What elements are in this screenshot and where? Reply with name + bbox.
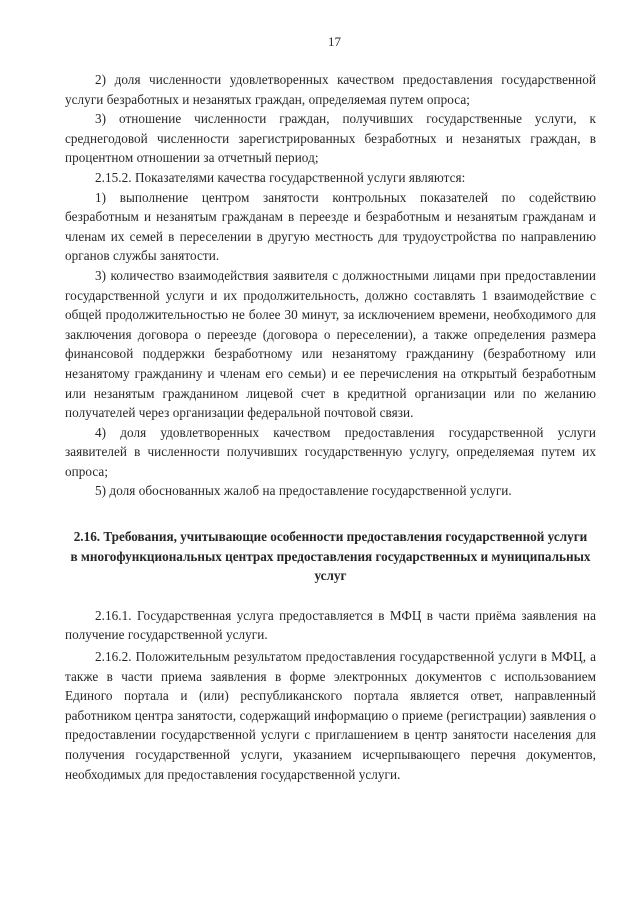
paragraph-indicator-3: 3) количество взаимодействия заявителя с должностными лицами при предоставлении государственной услуги и их продолжительность, должно составлять 1 взаимодействие с общей продолжительностью не более 30 минут, за исключением времени, необходимого для заключения договора о переезде (договора о переселении), а также определения размера финансовой поддержки безработному или незанятому гражданину (безработному или незанятому гражданину и членам его семьи) и ее перечисления на открытый безработным или незанятым гражданином лицевой счет в кредитной организации или по желанию получателей через организации федеральной почтовой связи. bbox=[65, 267, 596, 421]
paragraph-indicator-1: 1) выполнение центром занятости контрольных показателей по содействию безработным и незанятым гражданам в переезде и безработным и незанятым гражданам и членам их семей в переселении в другую местность для трудоустройства по направлению органов службы занятости. bbox=[65, 189, 596, 264]
paragraph-indicator-5: 5) доля обоснованных жалоб на предоставление государственной услуги. bbox=[95, 483, 512, 499]
section-heading-2-16: 2.16. Требования, учитывающие особенности предоставления государственной услуги в многофункциональных центрах предоставления государственных и муниципальных услуг bbox=[70, 529, 591, 584]
paragraph-item-3: 3) отношение численности граждан, получивших государственные услуги, к среднегодовой численности зарегистрированных безработных и незанятых граждан, в процентном отношении за отчетный период; bbox=[65, 111, 596, 166]
top-section bbox=[65, 70, 596, 501]
paragraph-indicator-4: 4) доля удовлетворенных качеством предоставления государственной услуги заявителей в численности получивших государственную услугу, определяемая путем их опроса; bbox=[65, 424, 596, 479]
paragraph-item-2: 2) доля численности удовлетворенных качеством предоставления государственной услуги безработных и незанятых граждан, определяемая путем опроса; bbox=[65, 72, 596, 107]
paragraph-2-16-2: 2.16.2. Положительным результатом предоставления государственной услуги в МФЦ, а также в части приема заявления в форме электронных документов с использованием Единого портала и (или) республиканского портала является ответ, направленный работником центра занятости, содержащий информацию о приеме (регистрации) заявления о предоставлении государственной услуги с приглашением в центр занятости населения для получения государственной услуги, указанием исчерпывающего перечня документов, необходимых для предоставления государственной услуги. bbox=[65, 649, 596, 782]
page-number: 17 bbox=[328, 34, 341, 49]
paragraph-2-15-2: 2.15.2. Показателями качества государственной услуги являются: bbox=[95, 169, 466, 185]
bottom-section bbox=[65, 606, 596, 784]
paragraph-2-16-1: 2.16.1. Государственная услуга предоставляется в МФЦ в части приёма заявления на получение государственной услуги. bbox=[65, 607, 596, 643]
